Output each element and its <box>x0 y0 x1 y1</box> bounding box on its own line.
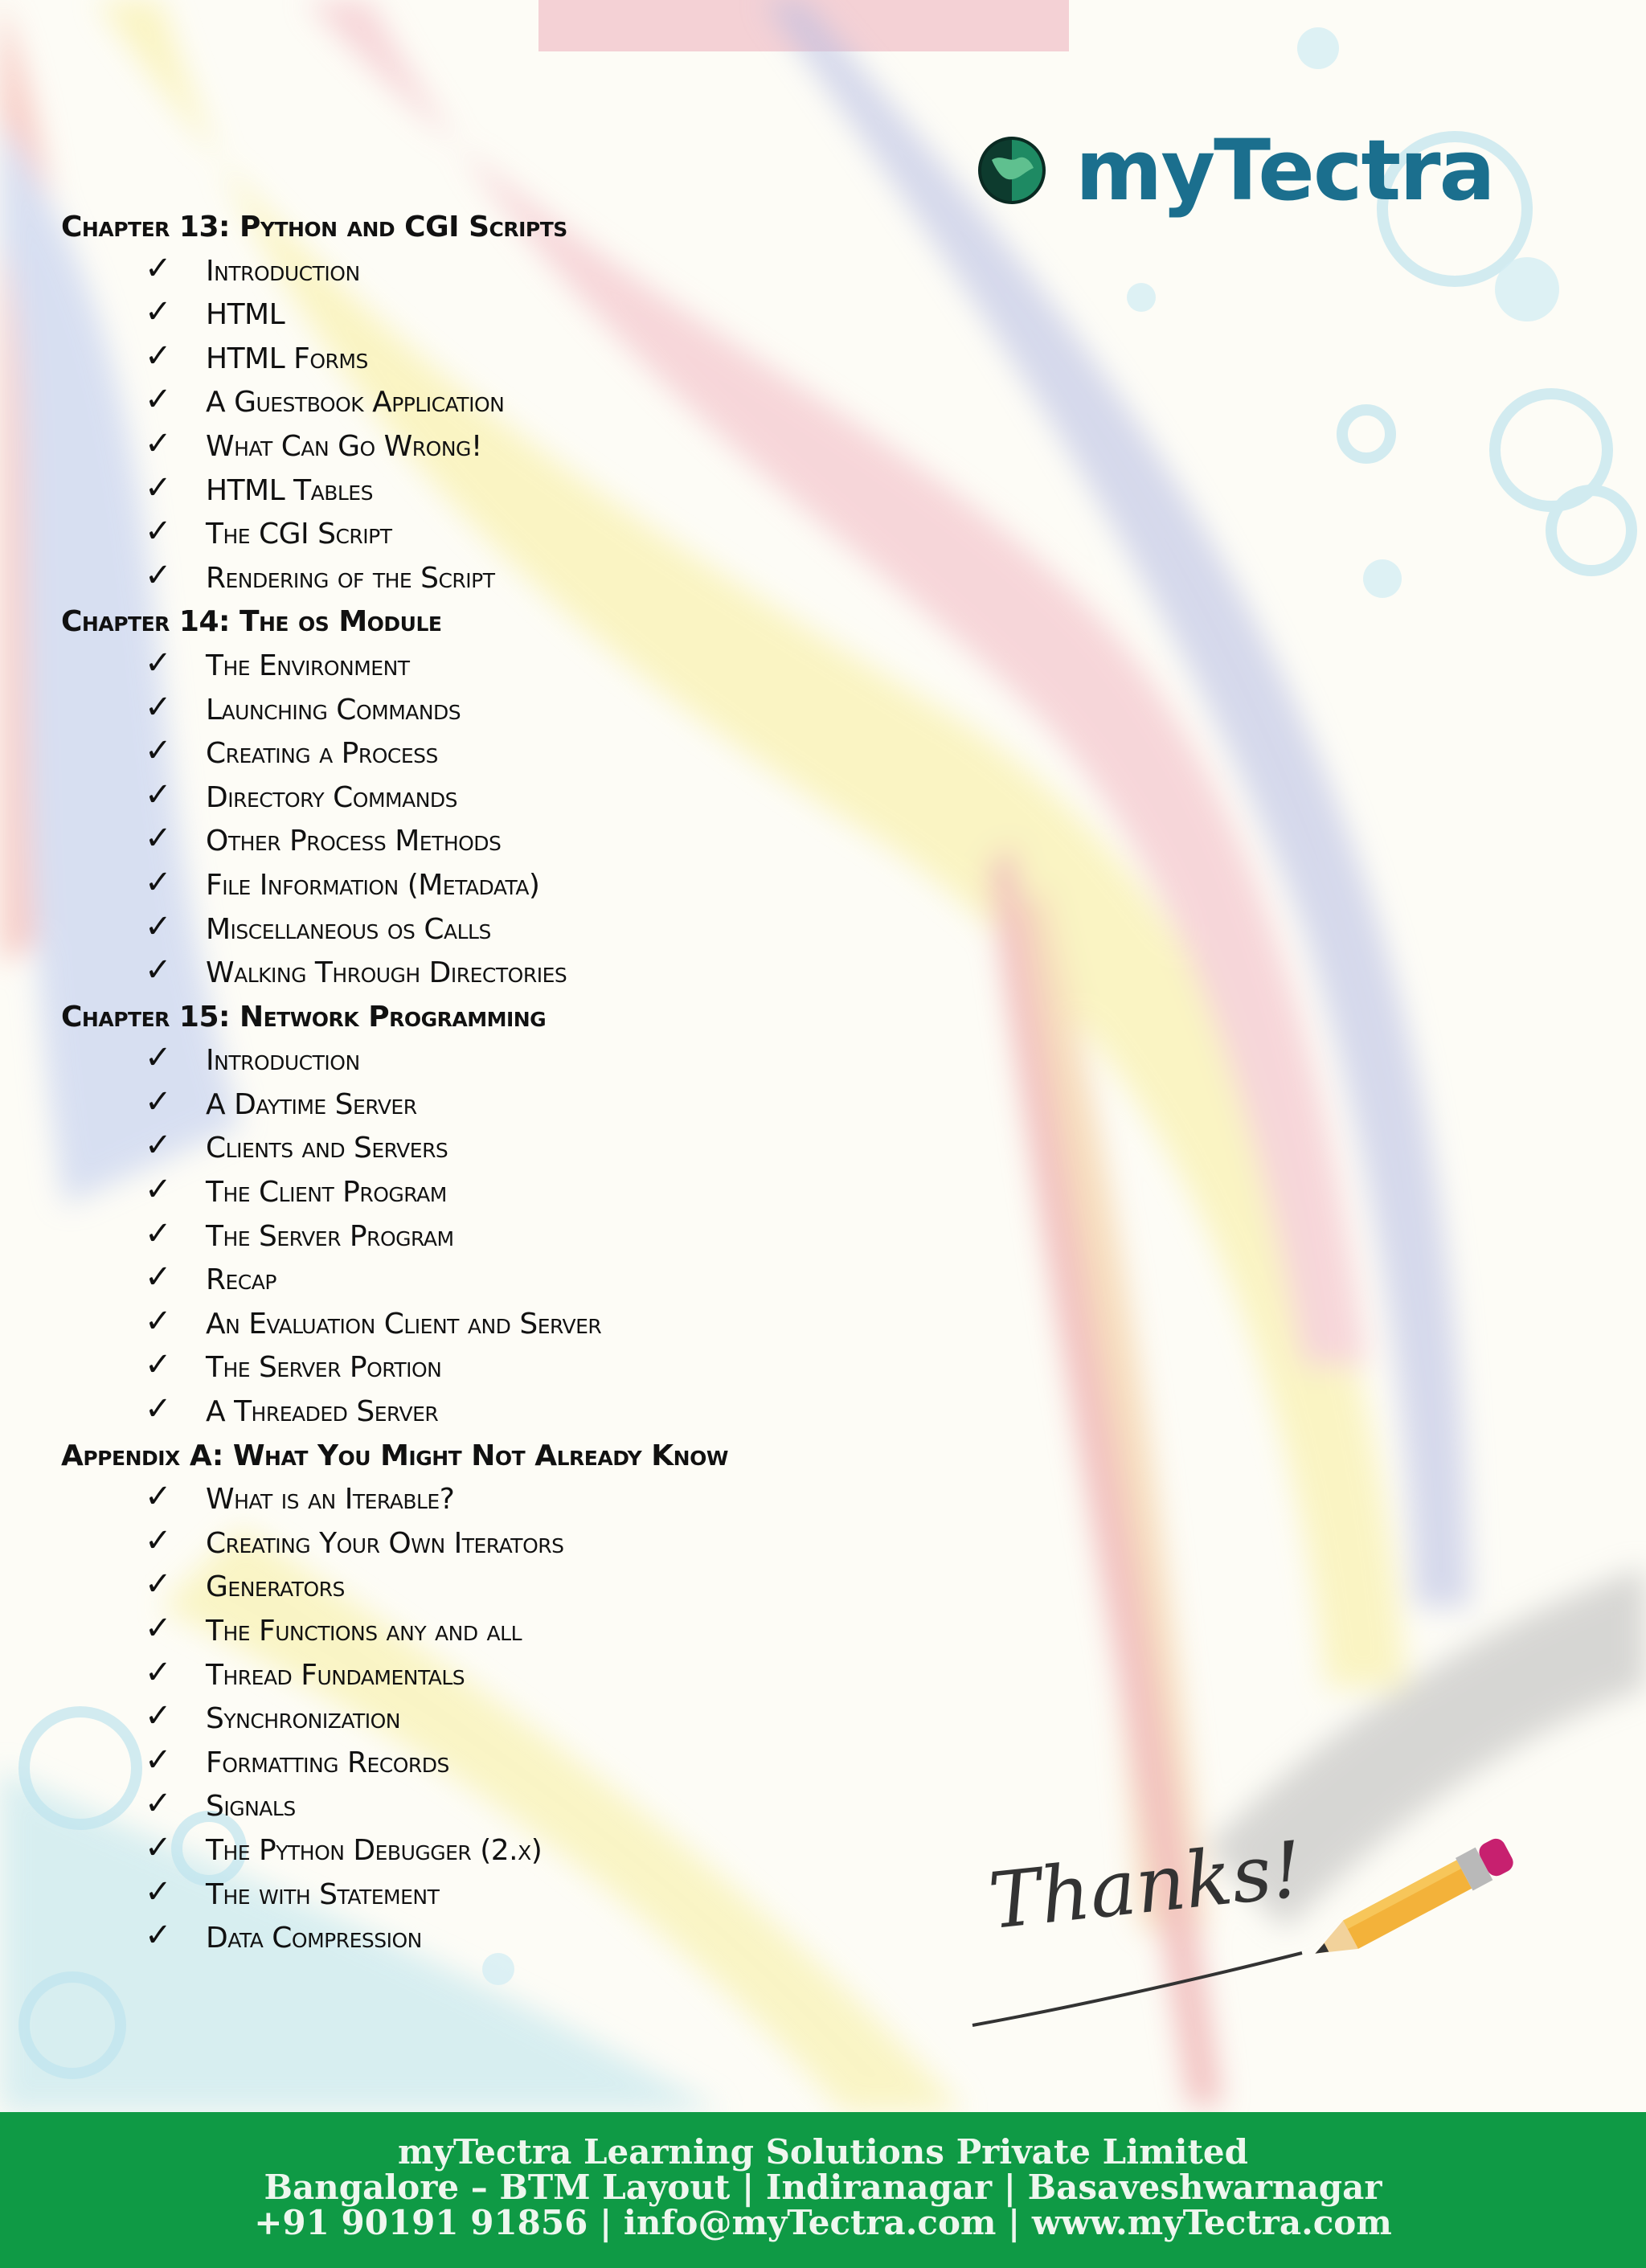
checkmark-icon: ✓ <box>145 1828 172 1866</box>
checkmark-icon: ✓ <box>145 1917 172 1955</box>
topic-label: Miscellaneous os Calls <box>206 912 491 946</box>
checkmark-icon: ✓ <box>145 424 172 462</box>
topic-label: The Environment <box>206 649 410 682</box>
checkmark-icon: ✓ <box>145 1697 172 1735</box>
checkmark-icon: ✓ <box>145 1653 172 1691</box>
list-item <box>61 1259 945 1303</box>
topic-label: Clients and Servers <box>206 1132 448 1165</box>
checkmark-icon: ✓ <box>145 732 172 770</box>
checkmark-icon: ✓ <box>145 293 172 331</box>
topic-label: Launching Commands <box>206 693 461 727</box>
list-item <box>61 1610 945 1654</box>
list-item <box>61 1566 945 1610</box>
chapter-heading: Chapter 14: The os Module <box>61 605 442 639</box>
chapter-topic-list <box>61 1039 945 1434</box>
list-item <box>61 689 945 733</box>
topic-label: The Client Program <box>206 1176 447 1210</box>
list-item <box>61 1478 945 1522</box>
checkmark-icon: ✓ <box>145 1741 172 1779</box>
list-item <box>61 1654 945 1698</box>
checkmark-icon: ✓ <box>145 952 172 989</box>
list-item <box>61 1917 945 1961</box>
topic-label: The Server Program <box>206 1219 454 1253</box>
topic-label: HTML Tables <box>206 473 373 507</box>
list-item <box>61 1215 945 1259</box>
list-item <box>61 732 945 776</box>
topic-label: Synchronization <box>206 1702 401 1736</box>
checkmark-icon: ✓ <box>145 1083 172 1120</box>
list-item <box>61 1829 945 1873</box>
topic-label: Data Compression <box>206 1922 422 1955</box>
checkmark-icon: ✓ <box>145 249 172 287</box>
topic-label: HTML Forms <box>206 342 368 375</box>
list-item <box>61 1303 945 1347</box>
topic-label: The CGI Script <box>206 518 392 551</box>
checkmark-icon: ✓ <box>145 556 172 594</box>
topic-label: An Evaluation Client and Server <box>206 1307 602 1341</box>
checkmark-icon: ✓ <box>145 644 172 682</box>
topic-label: Creating a Process <box>206 737 438 771</box>
chapter-heading: Chapter 13: Python and CGI Scripts <box>61 211 567 244</box>
list-item <box>61 1346 945 1390</box>
list-item <box>61 250 945 294</box>
list-item <box>61 908 945 952</box>
checkmark-icon: ✓ <box>145 1873 172 1910</box>
list-item <box>61 1785 945 1829</box>
footer-contact: +91 90191 91856 | info@myTectra.com | www.myTectra.com <box>254 2203 1392 2242</box>
list-item <box>61 1083 945 1128</box>
list-item <box>61 469 945 514</box>
topic-label: Formatting Records <box>206 1746 449 1779</box>
checkmark-icon: ✓ <box>145 820 172 858</box>
list-item <box>61 1873 945 1918</box>
topic-label: Recap <box>206 1263 276 1297</box>
checkmark-icon: ✓ <box>145 1346 172 1384</box>
list-item <box>61 381 945 425</box>
pencil-icon <box>1294 1832 1535 1969</box>
topic-label: A Daytime Server <box>206 1087 417 1121</box>
table-of-contents <box>61 206 945 1961</box>
list-item <box>61 1171 945 1215</box>
checkmark-icon: ✓ <box>145 1521 172 1559</box>
footer-company: myTectra Learning Solutions Private Limited <box>398 2132 1248 2172</box>
list-item <box>61 1522 945 1566</box>
checkmark-icon: ✓ <box>145 776 172 813</box>
checkmark-icon: ✓ <box>145 1566 172 1603</box>
globe-icon <box>977 136 1046 205</box>
checkmark-icon: ✓ <box>145 337 172 375</box>
checkmark-icon: ✓ <box>145 1610 172 1647</box>
checkmark-icon: ✓ <box>145 1302 172 1340</box>
list-item <box>61 293 945 338</box>
topic-label: Introduction <box>206 1044 360 1078</box>
list-item <box>61 425 945 469</box>
signature-underline <box>964 1865 1318 2041</box>
topic-label: A Guestbook Application <box>206 386 505 420</box>
footer <box>0 2112 1646 2268</box>
footer-locations: Bangalore – BTM Layout | Indiranagar | Basaveshwarnagar <box>264 2168 1382 2207</box>
checkmark-icon: ✓ <box>145 1214 172 1252</box>
brand-logo <box>977 121 1494 219</box>
topic-label: Walking Through Directories <box>206 956 567 990</box>
list-item <box>61 1127 945 1171</box>
checkmark-icon: ✓ <box>145 469 172 506</box>
topic-label: Thread Fundamentals <box>206 1658 465 1692</box>
topic-label: What Can Go Wrong! <box>206 429 482 463</box>
checkmark-icon: ✓ <box>145 1785 172 1823</box>
chapter-heading: Appendix A: What You Might Not Already Know <box>61 1439 728 1472</box>
topic-label: Directory Commands <box>206 780 458 814</box>
topic-label: Other Process Methods <box>206 825 502 858</box>
list-item <box>61 1697 945 1742</box>
topic-label: The Python Debugger (2.x) <box>206 1833 543 1867</box>
logo-wordmark: myTectra <box>1075 121 1494 219</box>
checkmark-icon: ✓ <box>145 688 172 726</box>
checkmark-icon: ✓ <box>145 863 172 901</box>
topic-label: Creating Your Own Iterators <box>206 1526 564 1560</box>
list-item <box>61 1742 945 1786</box>
list-item <box>61 776 945 821</box>
topic-label: Rendering of the Script <box>206 561 495 595</box>
topic-label: Introduction <box>206 254 360 288</box>
checkmark-icon: ✓ <box>145 381 172 419</box>
topic-label: Signals <box>206 1790 296 1824</box>
list-item <box>61 513 945 557</box>
list-item <box>61 952 945 996</box>
topic-label: Generators <box>206 1570 345 1604</box>
list-item <box>61 864 945 908</box>
topic-label: What is an Iterable? <box>206 1483 455 1517</box>
chapter-topic-list <box>61 1478 945 1961</box>
topic-label: A Threaded Server <box>206 1395 439 1429</box>
topic-label: The with Statement <box>206 1877 440 1911</box>
list-item <box>61 338 945 382</box>
list-item <box>61 1039 945 1083</box>
thanks-text: Thanks! <box>985 1824 1307 1947</box>
topic-label: The Server Portion <box>206 1351 442 1385</box>
chapter-topic-list <box>61 250 945 601</box>
checkmark-icon: ✓ <box>145 1259 172 1296</box>
topic-label: HTML <box>206 298 285 332</box>
topic-label: File Information (Metadata) <box>206 868 540 902</box>
checkmark-icon: ✓ <box>145 1478 172 1516</box>
checkmark-icon: ✓ <box>145 1171 172 1209</box>
checkmark-icon: ✓ <box>145 1127 172 1165</box>
chapter-heading: Chapter 15: Network Programming <box>61 1000 547 1034</box>
list-item <box>61 820 945 864</box>
checkmark-icon: ✓ <box>145 1390 172 1428</box>
topic-label: The Functions any and all <box>206 1615 522 1648</box>
list-item <box>61 645 945 689</box>
checkmark-icon: ✓ <box>145 513 172 551</box>
list-item <box>61 557 945 601</box>
checkmark-icon: ✓ <box>145 907 172 945</box>
chapter-topic-list <box>61 645 945 996</box>
checkmark-icon: ✓ <box>145 1039 172 1077</box>
list-item <box>61 1390 945 1435</box>
